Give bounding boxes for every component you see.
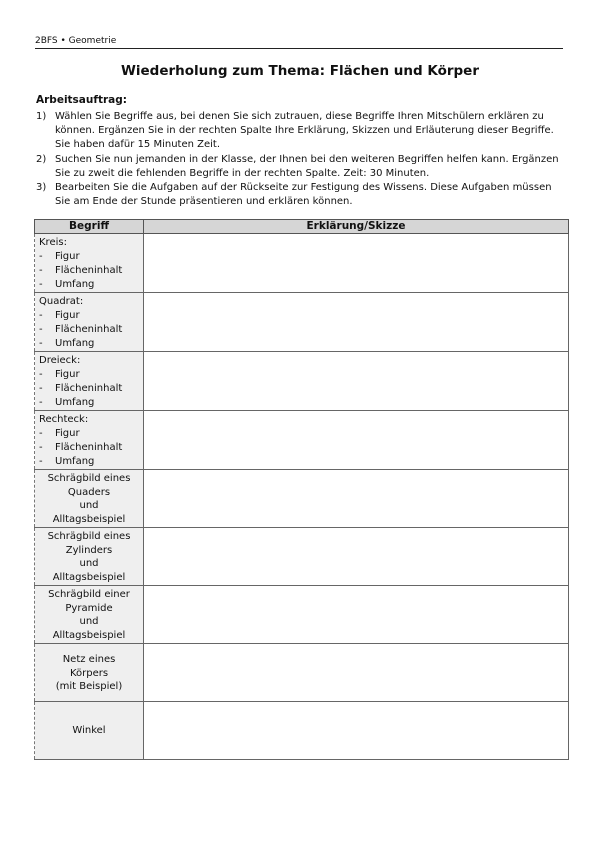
page-title: Wiederholung zum Thema: Flächen und Körper bbox=[121, 63, 479, 79]
answer-cell[interactable] bbox=[144, 470, 569, 528]
task-heading: Arbeitsauftrag: bbox=[36, 94, 127, 106]
term-label: (mit Beispiel) bbox=[55, 681, 123, 692]
table-row bbox=[35, 644, 569, 702]
table-row bbox=[35, 702, 569, 760]
term-subitem: - Figur bbox=[39, 310, 80, 321]
term-subitem: - Umfang bbox=[39, 456, 95, 467]
term-label: Pyramide bbox=[65, 602, 113, 614]
answer-cell[interactable] bbox=[144, 644, 569, 702]
term-cell bbox=[35, 702, 144, 760]
term-label: Kreis: bbox=[39, 237, 67, 248]
term-label: und bbox=[79, 500, 99, 511]
term-label: Rechteck: bbox=[39, 414, 89, 425]
term-subitem: - Umfang bbox=[39, 279, 95, 290]
task-item: 3) Bearbeiten Sie die Aufgaben auf der Rückseite zur Festigung des Wissens. Diese Aufgaben müssen Sie am Ende der Stunde präsentieren und erklären können. bbox=[36, 182, 552, 208]
answer-cell[interactable] bbox=[144, 411, 569, 470]
task-item: 2) Suchen Sie nun jemanden in der Klasse, der Ihnen bei den weiteren Begriffen helfen kann. Ergänzen Sie zu zweit die fehlenden Begriffe in der rechten Spalte. Zeit: 30 Minuten. bbox=[36, 153, 559, 179]
term-subitem: - Flächeninhalt bbox=[39, 383, 123, 394]
column-header-term: Begriff bbox=[35, 220, 144, 234]
term-cell bbox=[35, 293, 144, 352]
page-header: 2BFS • Geometrie bbox=[35, 36, 563, 49]
term-subitem: - Flächeninhalt bbox=[39, 324, 123, 335]
term-label: Dreieck: bbox=[39, 355, 81, 366]
term-label: Quaders bbox=[67, 486, 111, 498]
table-row bbox=[35, 528, 569, 586]
answer-cell[interactable] bbox=[144, 234, 569, 293]
term-subitem: - Figur bbox=[39, 428, 80, 439]
term-subitem: - Figur bbox=[39, 369, 80, 380]
term-cell bbox=[35, 234, 144, 293]
term-label: und bbox=[79, 558, 99, 569]
term-label: Quadrat: bbox=[39, 296, 84, 307]
table-row bbox=[35, 586, 569, 644]
term-label: Körpers bbox=[69, 667, 109, 679]
term-cell bbox=[35, 528, 144, 586]
term-cell bbox=[35, 352, 144, 411]
task-list bbox=[36, 110, 566, 209]
term-label: Schrägbild eines bbox=[47, 531, 131, 542]
column-header-explanation: Erklärung/Skizze bbox=[144, 220, 569, 234]
term-label: Alltagsbeispiel bbox=[52, 513, 126, 525]
term-label: Netz eines bbox=[62, 654, 116, 665]
term-label: Alltagsbeispiel bbox=[52, 629, 126, 641]
term-subitem: - Umfang bbox=[39, 338, 95, 349]
table-row bbox=[35, 234, 569, 293]
task-item: 1) Wählen Sie Begriffe aus, bei denen Sie sich zutrauen, diese Begriffe Ihren Mitschülern erklären zu können. Ergänzen Sie in der rechten Spalte Ihre Erklärung, Skizzen und Erläuterung dieser Begriffe. Sie haben dafür 15 Minuten Zeit. bbox=[36, 111, 554, 151]
term-cell bbox=[35, 470, 144, 528]
worksheet-table bbox=[34, 219, 569, 760]
table-row bbox=[35, 411, 569, 470]
answer-cell[interactable] bbox=[144, 352, 569, 411]
term-label: Alltagsbeispiel bbox=[52, 571, 126, 583]
term-label: Winkel bbox=[72, 725, 106, 736]
answer-cell[interactable] bbox=[144, 702, 569, 760]
term-subitem: - Flächeninhalt bbox=[39, 265, 123, 276]
table-row bbox=[35, 352, 569, 411]
term-subitem: - Flächeninhalt bbox=[39, 442, 123, 453]
term-subitem: - Figur bbox=[39, 251, 80, 262]
table-row bbox=[35, 293, 569, 352]
term-cell bbox=[35, 586, 144, 644]
term-subitem: - Umfang bbox=[39, 397, 95, 408]
term-label: Schrägbild einer bbox=[48, 589, 130, 600]
term-label: Schrägbild eines bbox=[47, 473, 131, 484]
answer-cell[interactable] bbox=[144, 528, 569, 586]
term-cell bbox=[35, 411, 144, 470]
answer-cell[interactable] bbox=[144, 586, 569, 644]
term-cell bbox=[35, 644, 144, 702]
table-row bbox=[35, 470, 569, 528]
term-label: und bbox=[79, 616, 99, 627]
answer-cell[interactable] bbox=[144, 293, 569, 352]
term-label: Zylinders bbox=[65, 544, 113, 556]
